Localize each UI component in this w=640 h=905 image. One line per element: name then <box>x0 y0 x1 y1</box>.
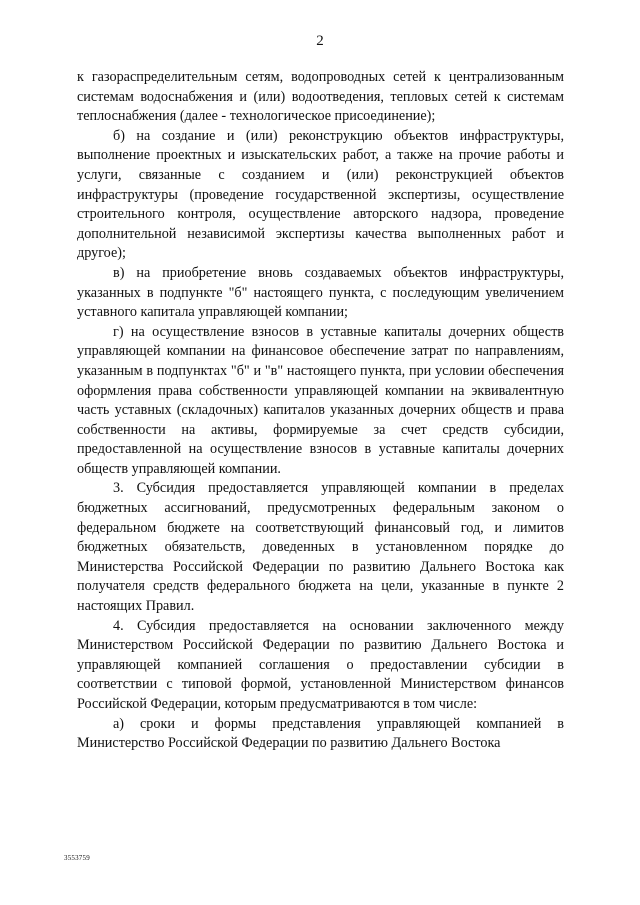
paragraph-subitem-v: в) на приобретение вновь создаваемых объектов инфраструктуры, указанных в подпункте "б" настоящего пункта, с последующим увеличением уставного капитала управляющей компании; <box>77 264 564 321</box>
paragraph-subitem-g: г) на осуществление взносов в уставные капиталы дочерних обществ управляющей компании на финансовое обеспечение затрат по направлениям, указанным в подпунктах "б" и "в" настоящего пункта, при условии обеспечения оформления права собственности управляющей компании на эквивалентную часть уставных (складочных) капиталов указанных дочерних обществ и права собственности на активы, формируемые за счет средств субсидии, предоставленной на осуществление взносов в уставные капиталы дочерних обществ управляющей компании. <box>77 323 564 477</box>
document-body <box>77 68 564 754</box>
paragraph-subitem-b: б) на создание и (или) реконструкцию объектов инфраструктуры, выполнение проектных и изыскательских работ, а также на прочие работы и услуги, связанные с созданием и (или) реконструкцией объектов инфраструктуры (проведение государственной экспертизы, осуществление строительного контроля, осуществление авторского надзора, проведение дополнительной независимой экспертизы качества выполненных работ и другое); <box>77 127 564 262</box>
document-code: 3553759 <box>64 854 90 862</box>
paragraph-item-4: 4. Субсидия предоставляется на основании заключенного между Министерством Российской Федерации по развитию Дальнего Востока и управляющей компанией соглашения о предоставлении субсидии в соответствии с типовой формой, установленной Министерством финансов Российской Федерации, которым предусматриваются в том числе: <box>77 617 564 712</box>
paragraph-subitem-a: а) сроки и формы представления управляющей компанией в Министерство Российской Федерации по развитию Дальнего Востока <box>77 715 564 752</box>
paragraph-item-3: 3. Субсидия предоставляется управляющей компании в пределах бюджетных ассигнований, предусмотренных федеральным законом о федеральном бюджете на соответствующий финансовый год, и лимитов бюджетных обязательств, доведенных в установленном порядке до Министерства Российской Федерации по развитию Дальнего Востока как получателя средств федерального бюджета на цели, указанные в пункте 2 настоящих Правил. <box>77 480 564 615</box>
page-number: 2 <box>316 33 324 49</box>
paragraph-continuation: к газораспределительным сетям, водопроводных сетей к централизованным системам водоснабжения и (или) водоотведения, тепловых сетей к системам теплоснабжения (далее - технологическое присоединение); <box>77 69 564 125</box>
